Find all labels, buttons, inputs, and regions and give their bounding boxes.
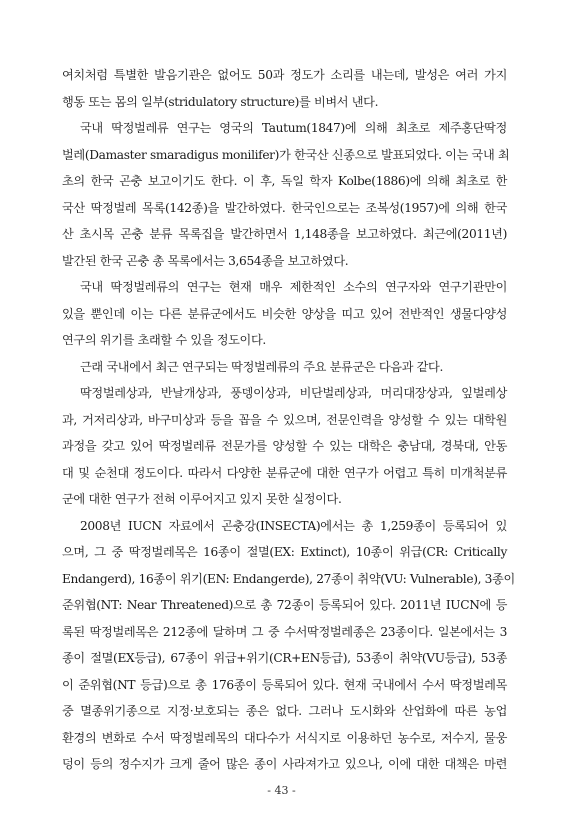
text-line: 국내 딱정벌레류의 연구는 현재 매우 제한적인 소수의 연구자와 연구기관만이 bbox=[80, 280, 507, 294]
text-line: 으며, 그 중 딱정벌레목은 16종이 절멸(EX: Extinct), 10종이 위급(CR: Critically bbox=[62, 545, 507, 559]
text-line: 준위협(NT: Near Threatened)으로 총 72종이 등록되어 있다. 2011년 IUCN에 등 bbox=[62, 598, 507, 612]
paragraph bbox=[62, 62, 507, 115]
text-line: 국내 딱정벌레류 연구는 영국의 Tautum(1847)에 의해 최초로 제주홍단딱정 bbox=[80, 121, 507, 135]
text-line: 여치처럼 특별한 발음기관은 없어도 50과 정도가 소리를 내는데, 발성은 여러 가지 bbox=[62, 68, 507, 82]
text-line: 종이 절멸(EX등급), 67종이 위급+위기(CR+EN등급), 53종이 취약(VU등급), 53종 bbox=[62, 651, 507, 665]
text-line: 이 준위협(NT 등급)으로 총 176종이 등록되어 있다. 현재 국내에서 수서 딱정벌레목 bbox=[62, 677, 507, 692]
page-number: - 43 - bbox=[267, 784, 296, 797]
text-line: 과정을 갖고 있어 딱정벌레류 전문가를 양성할 수 있는 대학은 충남대, 경북대, 안동 bbox=[62, 439, 507, 453]
text-line: 과, 거저리상과, 바구미상과 등을 꼽을 수 있으며, 전문인력을 양성할 수 있는 대학원 bbox=[62, 412, 507, 427]
paragraph bbox=[62, 274, 507, 354]
body-text bbox=[62, 62, 515, 778]
text-line: 발간된 한국 곤충 총 목록에서는 3,654종을 보고하였다. bbox=[62, 253, 349, 268]
text-line: 초의 한국 곤충 보고이기도 한다. 이 후, 독일 학자 Kolbe(1886)에 의해 최초로 한 bbox=[62, 174, 507, 188]
text-line: 연구의 위기를 초래할 수 있을 정도이다. bbox=[62, 333, 266, 347]
text-line: 중 멸종위기종으로 지정·보호되는 종은 없다. 그러나 도시화와 산업화에 따른 농업 bbox=[62, 704, 507, 718]
text-line: 벌레(Damaster smaradigus monilifer)가 한국산 신종으로 발표되었다. 이는 국내 최 bbox=[62, 147, 510, 162]
text-line: 있을 뿐인데 이는 다른 분류군에서도 비슷한 양상을 띠고 있어 전반적인 생물다양성 bbox=[62, 306, 507, 321]
text-line: 2008년 IUCN 자료에서 곤충강(INSECTA)에서는 총 1,259종이 등록되어 있 bbox=[80, 518, 507, 533]
text-line: 환경의 변화로 수서 딱정벌레목의 대다수가 서식지로 이용하던 농수로, 저수지, 물웅 bbox=[62, 730, 507, 745]
text-line: 대 및 순천대 정도이다. 따라서 다양한 분류군에 대한 연구가 어렵고 특히 미개척분류 bbox=[62, 465, 507, 480]
text-line: 덩이 등의 정수지가 크게 줄어 많은 종이 사라져가고 있으나, 이에 대한 대책은 마련 bbox=[62, 757, 507, 771]
text-line: Endangerd), 16종이 위기(EN: Endangerde), 27종이 취약(VU: Vulnerable), 3종이 bbox=[62, 571, 515, 586]
paragraph bbox=[62, 513, 515, 778]
text-line: 산 초시목 곤충 분류 목록집을 발간하면서 1,148종을 보고하였다. 최근에(2011년) bbox=[62, 227, 507, 241]
text-line: 행동 또는 몸의 일부(stridulatory structure)를 비벼서 낸다. bbox=[62, 94, 379, 109]
paragraph bbox=[62, 115, 510, 274]
text-line: 군에 대한 연구가 전혀 이루어지고 있지 못한 실정이다. bbox=[62, 492, 342, 506]
paragraph bbox=[62, 354, 507, 381]
paragraph bbox=[62, 380, 507, 513]
text-line: 국산 딱정벌레 목록(142종)을 발간하였다. 한국인으로는 조복성(1957)에 의해 한국 bbox=[62, 200, 507, 215]
text-line: 록된 딱정벌레목은 212종에 달하며 그 중 수서딱정벌레종은 23종이다. 일본에서는 3 bbox=[62, 624, 507, 639]
text-line: 딱정벌레상과, 반날개상과, 풍뎅이상과, 비단벌레상과, 머리대장상과, 잎벌레상 bbox=[80, 386, 507, 400]
text-line: 근래 국내에서 최근 연구되는 딱정벌레류의 주요 분류군은 다음과 같다. bbox=[80, 359, 443, 374]
